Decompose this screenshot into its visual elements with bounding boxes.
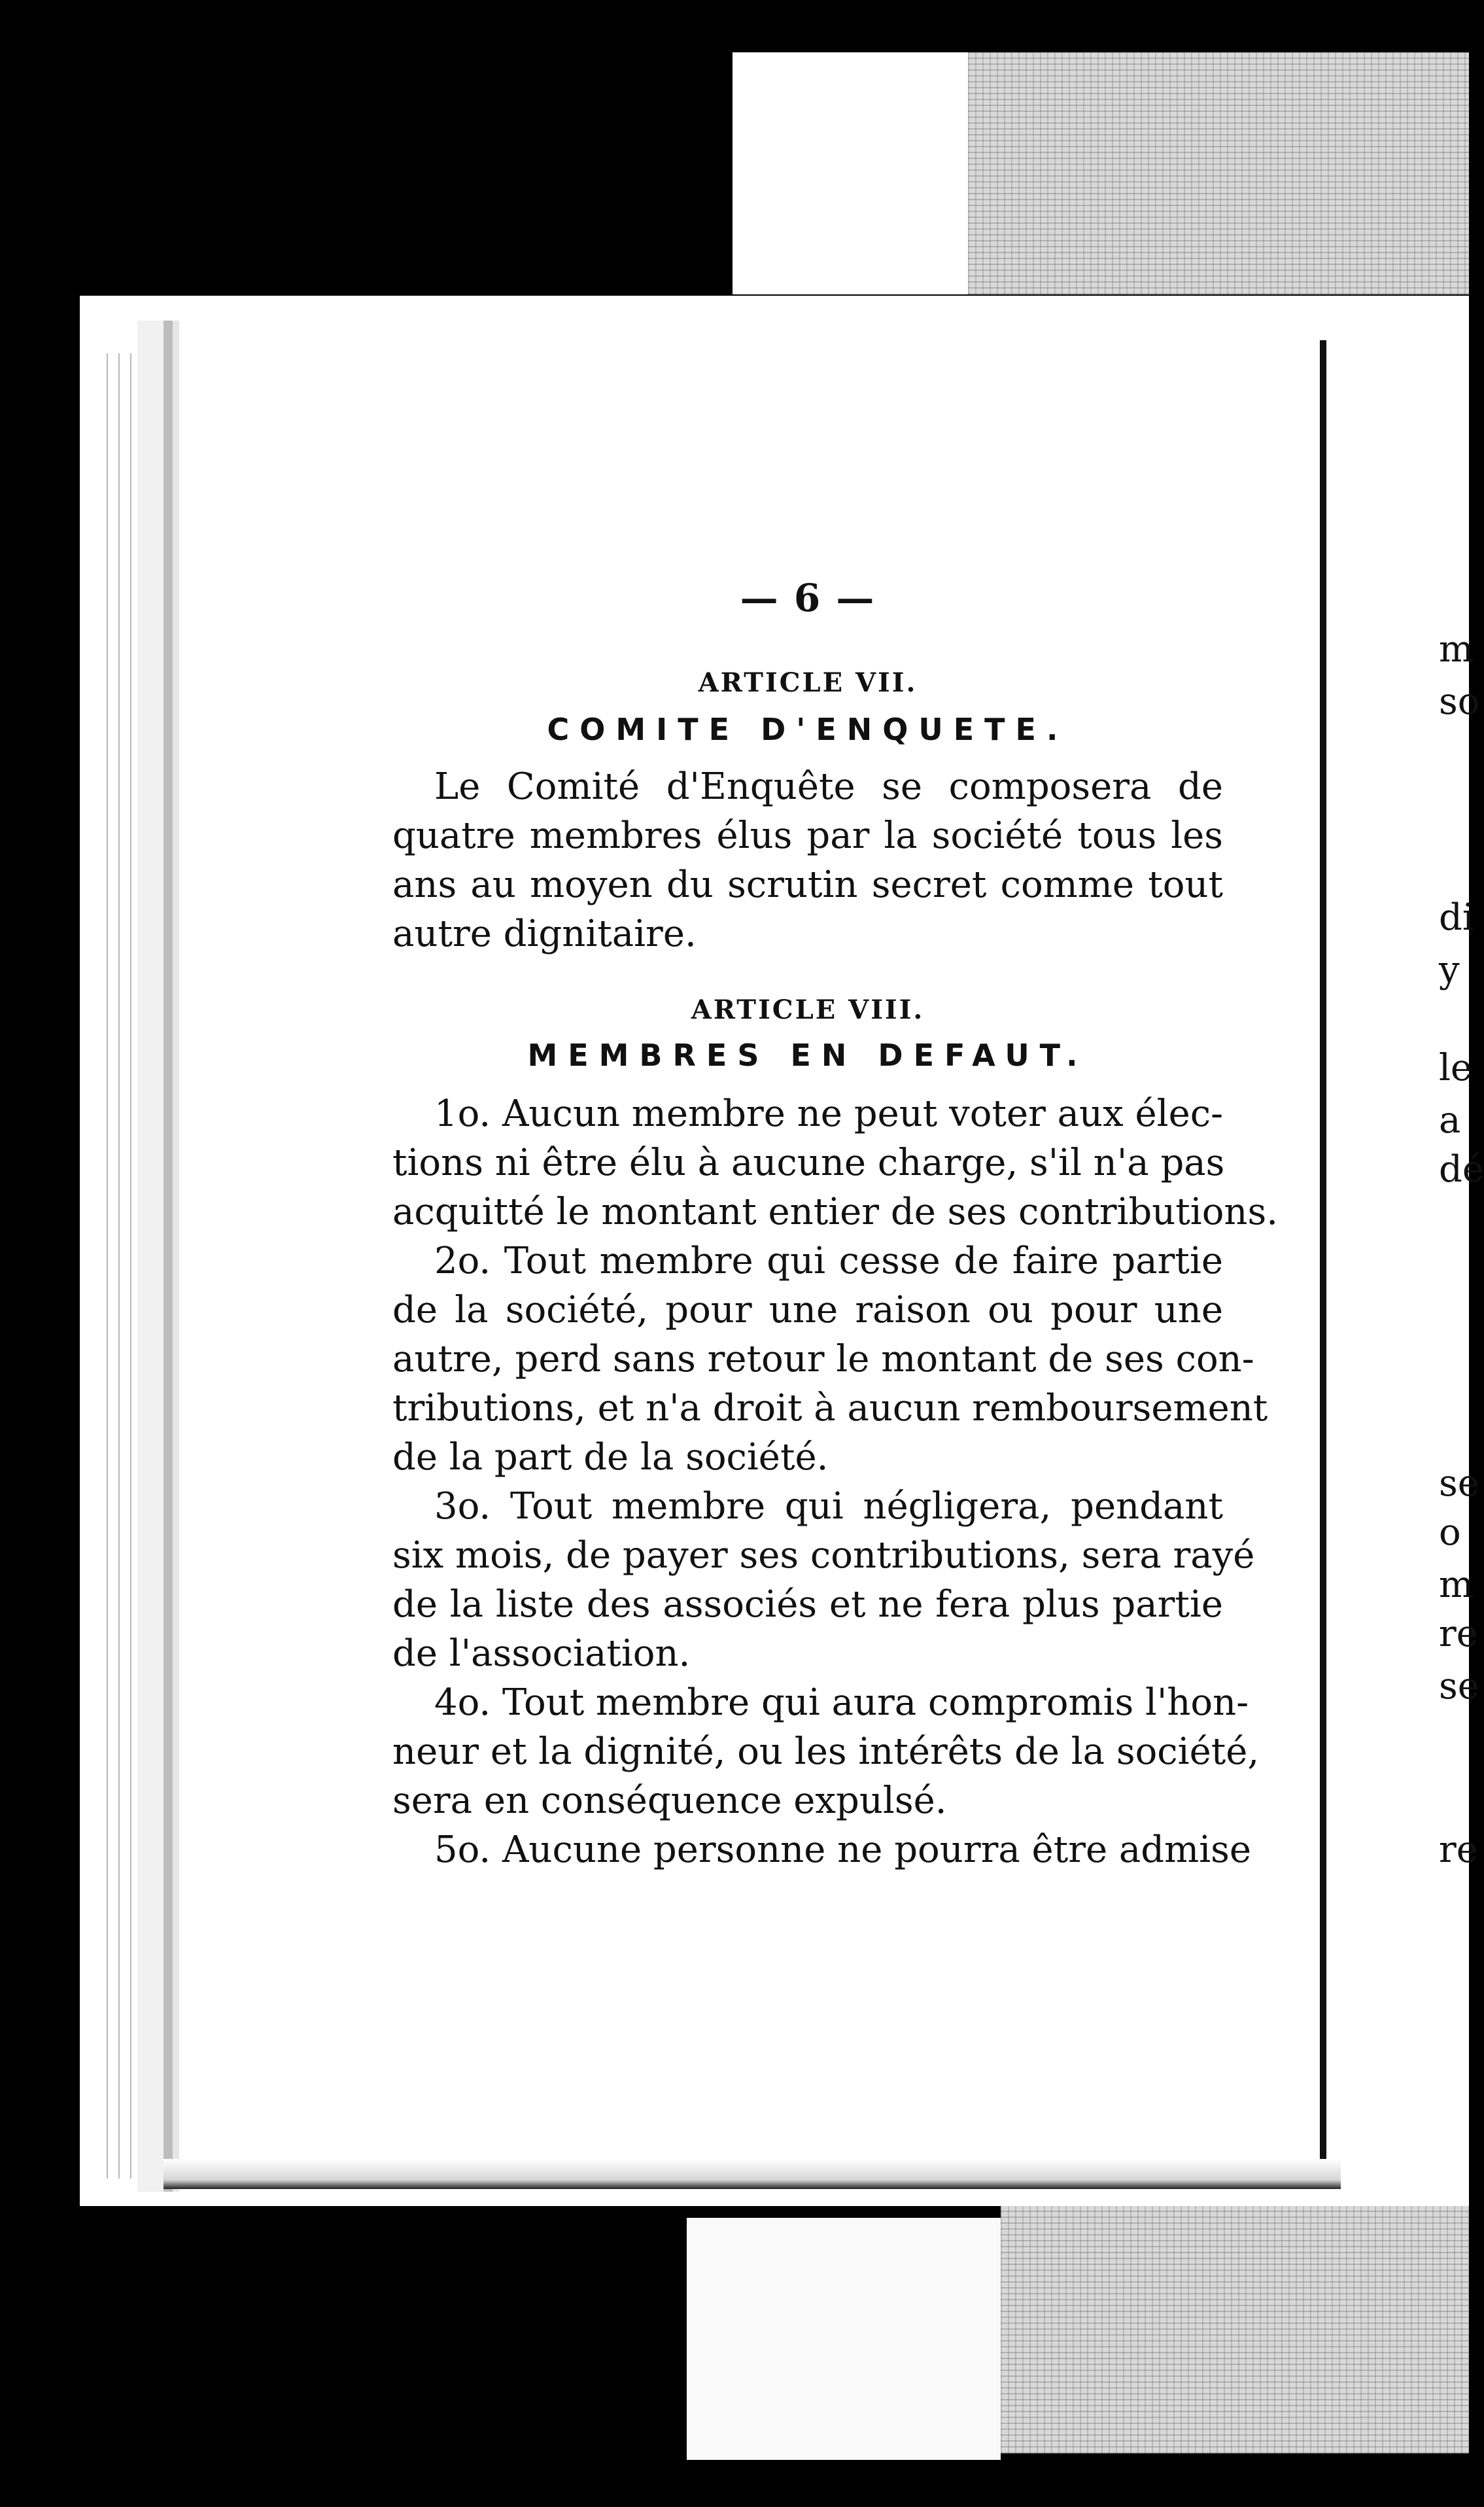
text-line: sera en conséquence expulsé. bbox=[392, 1779, 947, 1822]
right-page-fragment: le bbox=[1439, 1047, 1473, 1089]
text-line: six mois, de payer ses contributions, sera rayé bbox=[392, 1534, 1255, 1577]
text-line: acquitté le montant entier de ses contributions. bbox=[392, 1191, 1279, 1233]
right-page-fragment: dé bbox=[1439, 1148, 1484, 1191]
article-8-heading: MEMBRES EN DEFAUT. bbox=[527, 1038, 1088, 1073]
text-line: 5o. Aucune personne ne pourra être admise bbox=[434, 1829, 1252, 1871]
text-line: 4o. Tout membre qui aura compromis l'hon- bbox=[434, 1681, 1249, 1724]
scan-background-white-bottom bbox=[687, 2218, 1001, 2460]
page-edges bbox=[101, 353, 154, 2179]
page-number: — 6 — bbox=[740, 576, 876, 620]
book-gutter bbox=[1320, 340, 1326, 2172]
text-line: 1o. Aucun membre ne peut voter aux élec- bbox=[434, 1093, 1223, 1135]
text-line: neur et la dignité, ou les intérêts de la société, bbox=[392, 1730, 1260, 1773]
article-8-body bbox=[392, 1089, 1279, 1874]
right-page-fragment: re bbox=[1439, 1613, 1478, 1655]
text-line: de la part de la société. bbox=[392, 1436, 829, 1479]
text-line: tributions, et n'a droit à aucun remboursement bbox=[392, 1387, 1268, 1429]
right-page-fragment: di bbox=[1439, 896, 1474, 939]
text-line: quatre membres élus par la société tous les bbox=[392, 815, 1223, 857]
scan-background-texture bbox=[968, 52, 1469, 294]
text-line: Le Comité d'Enquête se composera de bbox=[434, 765, 1223, 808]
right-page-fragment: re bbox=[1439, 1829, 1478, 1871]
right-page-fragment: o bbox=[1439, 1511, 1461, 1554]
text-line: tions ni être élu à aucune charge, s'il n'a pas bbox=[392, 1142, 1225, 1184]
article-7-body bbox=[392, 762, 1223, 958]
text-line: autre, perd sans retour le montant de ses con- bbox=[392, 1338, 1254, 1380]
scan-background-texture-bottom bbox=[1001, 2198, 1469, 2453]
text-line: 2o. Tout membre qui cesse de faire partie bbox=[434, 1240, 1223, 1282]
text-line: de la société, pour une raison ou pour une bbox=[392, 1289, 1223, 1331]
page-bottom-edge bbox=[164, 2159, 1341, 2189]
article-7-heading: COMITE D'ENQUETE. bbox=[547, 712, 1069, 747]
text-line: autre dignitaire. bbox=[392, 913, 697, 955]
text-line: de la liste des associés et ne fera plus partie bbox=[392, 1583, 1223, 1626]
right-page-fragment: so bbox=[1439, 680, 1480, 723]
right-page-fragment: m bbox=[1439, 628, 1474, 671]
right-page-fragment: se bbox=[1439, 1462, 1479, 1505]
article-7-label: ARTICLE VII. bbox=[698, 667, 918, 698]
right-page-fragment: se bbox=[1439, 1665, 1479, 1708]
text-line: de l'association. bbox=[392, 1632, 691, 1675]
right-page bbox=[1330, 327, 1469, 2185]
text-line: 3o. Tout membre qui négligera, pendant bbox=[434, 1485, 1223, 1528]
article-8-label: ARTICLE VIII. bbox=[691, 994, 925, 1025]
right-page-fragment: m bbox=[1439, 1564, 1474, 1606]
right-page-fragment: a bbox=[1439, 1099, 1461, 1142]
right-page-fragment: y bbox=[1439, 949, 1460, 991]
scan-background-white bbox=[733, 52, 968, 294]
text-line: ans au moyen du scrutin secret comme tout bbox=[392, 864, 1223, 906]
